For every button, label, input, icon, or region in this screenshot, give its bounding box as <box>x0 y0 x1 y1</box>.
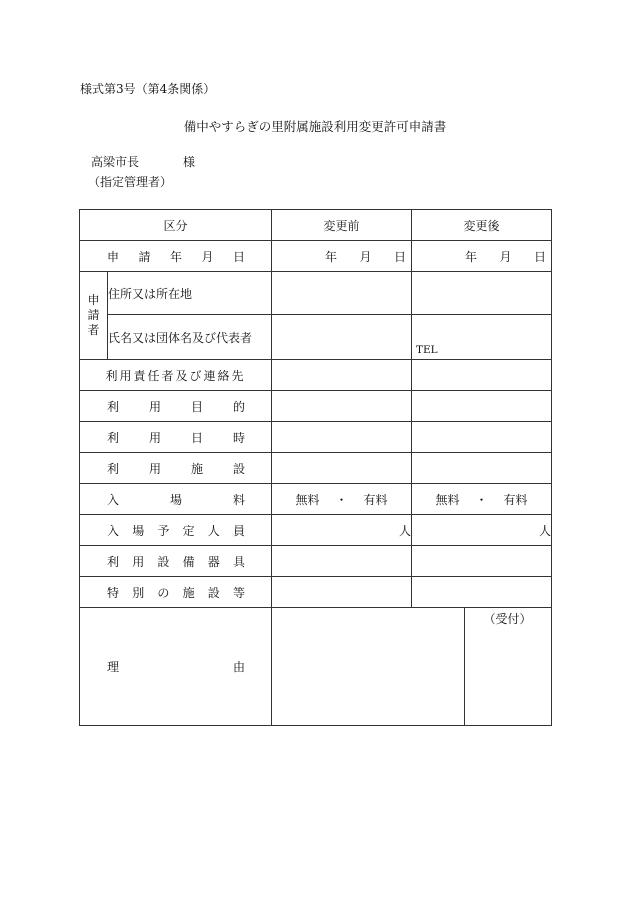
label-char: 用 <box>149 430 162 445</box>
date-part: 日 <box>393 249 406 264</box>
person-unit: 人 <box>539 523 552 538</box>
label-char: 予 <box>157 523 170 538</box>
fee-label <box>80 484 272 515</box>
fee-paid-option[interactable]: 有料 <box>363 492 388 507</box>
label-char: 料 <box>233 492 246 507</box>
header-category: 区分 <box>80 210 272 241</box>
facility-row <box>80 453 552 484</box>
purpose-before[interactable] <box>272 391 412 422</box>
address-after[interactable] <box>412 272 552 315</box>
label-char: 具 <box>232 554 245 569</box>
address-label: 住所又は所在地 <box>108 272 272 315</box>
document-title: 備中やすらぎの里附属施設利用変更許可申請書 <box>183 119 447 134</box>
reason-field[interactable] <box>272 608 552 726</box>
label-char: 施 <box>191 461 204 476</box>
fee-free-option[interactable]: 無料 <box>295 492 320 507</box>
datetime-label <box>80 422 272 453</box>
label-char: 年 <box>170 249 183 264</box>
label-char: 利 <box>107 554 120 569</box>
purpose-label <box>80 391 272 422</box>
label-char: 日 <box>191 430 204 445</box>
label-char: 定 <box>182 523 195 538</box>
label-char: 用 <box>132 554 145 569</box>
fee-free-option[interactable]: 無料 <box>435 492 460 507</box>
label-char: 的 <box>233 399 246 414</box>
facility-label <box>80 453 272 484</box>
label-char: 申 <box>107 249 120 264</box>
header-after: 変更後 <box>412 210 552 241</box>
label-char: 理 <box>107 660 120 674</box>
fee-before[interactable] <box>272 484 412 515</box>
attendees-label <box>80 515 272 546</box>
label-char: 設 <box>207 585 220 600</box>
fee-separator: ・ <box>475 492 488 507</box>
label-char: 時 <box>233 430 246 445</box>
application-date-after[interactable] <box>412 241 552 272</box>
date-part: 年 <box>465 249 478 264</box>
attendees-row <box>80 515 552 546</box>
special-facility-after[interactable] <box>412 577 552 608</box>
applicant-address-row <box>80 272 552 315</box>
label-char: 場 <box>170 492 183 507</box>
fee-after[interactable] <box>412 484 552 515</box>
special-facility-row <box>80 577 552 608</box>
facility-before[interactable] <box>272 453 412 484</box>
address-before[interactable] <box>272 272 412 315</box>
equipment-row <box>80 546 552 577</box>
reason-row <box>80 608 552 726</box>
purpose-row <box>80 391 552 422</box>
date-part: 月 <box>499 249 512 264</box>
addressee-honorific: 様 <box>183 155 196 169</box>
applicant-label-text: 申 請 者 <box>87 293 100 337</box>
label-char: 用 <box>149 461 162 476</box>
label-char: 器 <box>207 554 220 569</box>
addressee <box>91 153 195 170</box>
label-char: 員 <box>232 523 245 538</box>
label-char: 日 <box>233 249 246 264</box>
facility-after[interactable] <box>412 453 552 484</box>
label-char: 月 <box>201 249 214 264</box>
label-char: 利 <box>107 430 120 445</box>
label-char: 入 <box>107 523 120 538</box>
contact-label: 利用責任者及び連絡先 <box>80 360 272 391</box>
tel-label: TEL <box>416 344 438 356</box>
application-date-label <box>80 241 272 272</box>
equipment-label <box>80 546 272 577</box>
label-char: 由 <box>233 660 246 674</box>
label-char: 特 <box>107 585 120 600</box>
datetime-row <box>80 422 552 453</box>
special-facility-label <box>80 577 272 608</box>
application-date-before[interactable] <box>272 241 412 272</box>
label-char: 入 <box>107 492 120 507</box>
fee-separator: ・ <box>335 492 348 507</box>
name-label: 氏名又は団体名及び代表者 <box>108 315 272 360</box>
attendees-before[interactable] <box>272 515 412 546</box>
label-char: 利 <box>107 461 120 476</box>
person-unit: 人 <box>399 523 412 538</box>
contact-before[interactable] <box>272 360 412 391</box>
form-number: 様式第3号（第4条関係） <box>80 82 216 96</box>
contact-row <box>80 360 552 391</box>
label-char: 場 <box>132 523 145 538</box>
fee-paid-option[interactable]: 有料 <box>503 492 528 507</box>
date-part: 年 <box>325 249 338 264</box>
contact-after[interactable] <box>412 360 552 391</box>
application-form-table <box>79 209 552 726</box>
label-char: 利 <box>107 399 120 414</box>
equipment-after[interactable] <box>412 546 552 577</box>
label-char: 目 <box>191 399 204 414</box>
label-char: 別 <box>132 585 145 600</box>
date-part: 日 <box>533 249 546 264</box>
date-part: 月 <box>359 249 372 264</box>
label-char: 人 <box>207 523 220 538</box>
applicant-label <box>80 272 108 360</box>
fee-row <box>80 484 552 515</box>
label-char: 請 <box>138 249 151 264</box>
datetime-before[interactable] <box>272 422 412 453</box>
reason-label <box>80 608 272 726</box>
header-before: 変更前 <box>272 210 412 241</box>
receipt-stamp-label: （受付） <box>483 612 532 626</box>
application-date-row <box>80 241 552 272</box>
attendees-after[interactable] <box>412 515 552 546</box>
header-row <box>80 210 552 241</box>
special-facility-before[interactable] <box>272 577 412 608</box>
manager-note: （指定管理者） <box>88 175 173 189</box>
datetime-after[interactable] <box>412 422 552 453</box>
label-char: 備 <box>182 554 195 569</box>
label-char: 用 <box>149 399 162 414</box>
label-char: 等 <box>232 585 245 600</box>
purpose-after[interactable] <box>412 391 552 422</box>
addressee-name: 高梁市長 <box>91 155 140 169</box>
label-char: の <box>157 585 170 600</box>
equipment-before[interactable] <box>272 546 412 577</box>
applicant-name-row <box>80 315 552 360</box>
label-char: 施 <box>182 585 195 600</box>
name-after[interactable] <box>412 315 552 360</box>
name-before[interactable] <box>272 315 412 360</box>
label-char: 設 <box>233 461 246 476</box>
label-char: 設 <box>157 554 170 569</box>
